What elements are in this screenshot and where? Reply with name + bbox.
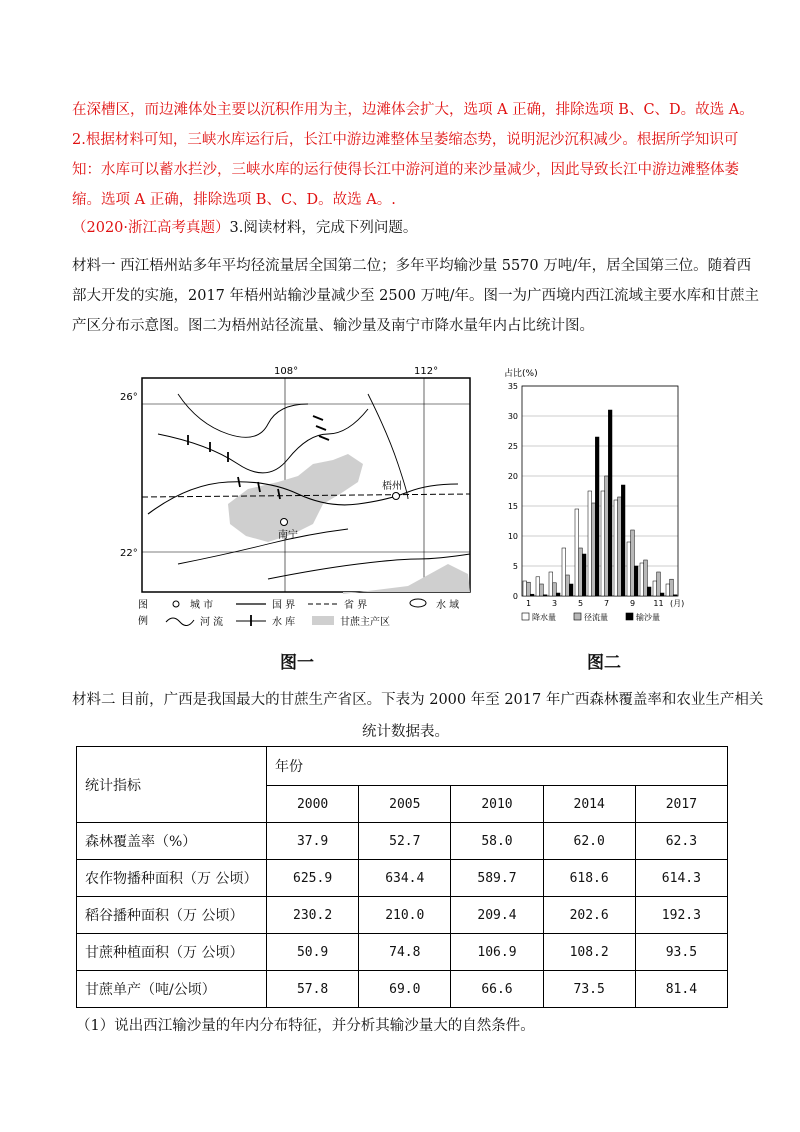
map-legend xyxy=(138,598,459,626)
table-row-label: 稻谷播种面积（万 公顷） xyxy=(77,897,267,934)
table-header-year: 年份 xyxy=(267,747,728,786)
chart-ytick-label: 20 xyxy=(507,472,518,481)
table-row xyxy=(77,971,728,1008)
svg-text:城 市: 城 市 xyxy=(190,600,214,611)
chart-bar-runoff xyxy=(670,579,674,596)
table-cell: 57.8 xyxy=(267,971,359,1008)
table-cell: 625.9 xyxy=(267,860,359,897)
table-row xyxy=(77,823,728,860)
stats-table xyxy=(76,746,728,1008)
table-year-cell: 2017 xyxy=(635,786,727,823)
chart-bar-sediment xyxy=(530,594,534,596)
answer-line-1: 在深槽区，而边滩体处主要以沉积作用为主，边滩体会扩大，选项 A 正确，排除选项 B、C、D。故选 A。 xyxy=(72,102,754,118)
table-cell: 66.6 xyxy=(451,971,543,1008)
chart-bar-precip xyxy=(614,500,618,596)
chart-bar-runoff xyxy=(540,584,544,596)
table-cell: 62.3 xyxy=(635,823,727,860)
chart-bar-runoff xyxy=(553,583,557,596)
table-row-label: 农作物播种面积（万 公顷） xyxy=(77,860,267,897)
chart-bar-sediment xyxy=(634,566,638,596)
chart-xtick-label: 9 xyxy=(629,599,636,608)
chart-bar-runoff xyxy=(566,575,570,596)
map-lon-108: 108° xyxy=(274,366,299,377)
legend-label: 径流量 xyxy=(584,613,608,622)
table-header-indicator: 统计指标 xyxy=(77,747,267,823)
chart-bar-runoff xyxy=(644,560,648,596)
table-cell: 614.3 xyxy=(635,860,727,897)
chart-bar-runoff xyxy=(527,582,531,596)
chart-ytick-label: 10 xyxy=(507,532,518,541)
question-stem: 3.阅读材料，完成下列问题。 xyxy=(229,220,418,236)
chart-xtick-label: 5 xyxy=(577,599,584,608)
chart-xtick-label: 11 xyxy=(653,599,664,608)
chart-xtick-label: 7 xyxy=(603,599,610,608)
chart-xtick-label: 1 xyxy=(525,599,532,608)
table-cell: 209.4 xyxy=(451,897,543,934)
chart-bar-precip xyxy=(627,542,631,596)
legend-label: 降水量 xyxy=(532,613,556,622)
table-cell: 192.3 xyxy=(635,897,727,934)
svg-text:例: 例 xyxy=(138,616,148,626)
table-cell: 230.2 xyxy=(267,897,359,934)
material2-line-1: 材料二 目前，广西是我国最大的甘蔗生产省区。下表为 2000 年至 2017 年广西森林覆盖率和农业生产相关 xyxy=(72,692,764,708)
chart-bar-precip xyxy=(666,584,670,596)
chart-bar-runoff xyxy=(631,530,635,596)
figure2-caption: 图二 xyxy=(587,653,621,673)
table-cell: 108.2 xyxy=(543,934,635,971)
city-wuzhou: 梧州 xyxy=(382,481,402,492)
table-row-label: 甘蔗单产（吨/公顷） xyxy=(77,971,267,1008)
chart-bar-sediment xyxy=(595,437,599,596)
table-year-cell: 2000 xyxy=(267,786,359,823)
table-cell: 210.0 xyxy=(359,897,451,934)
legend-label: 输沙量 xyxy=(636,613,660,622)
chart-bar-precip xyxy=(575,509,579,596)
table-cell: 202.6 xyxy=(543,897,635,934)
chart-bar-precip xyxy=(640,563,644,596)
chart-xtick-label: 3 xyxy=(551,599,558,608)
table-cell: 62.0 xyxy=(543,823,635,860)
table-row-label: 森林覆盖率（%） xyxy=(77,823,267,860)
map-lat-26: 26° xyxy=(120,392,138,403)
legend-swatch xyxy=(574,613,581,620)
svg-text:省 界: 省 界 xyxy=(344,600,368,611)
city-nanning-marker xyxy=(281,519,288,526)
answer-line-4: 缩。选项 A 正确，排除选项 B、C、D。故选 A。. xyxy=(72,192,396,208)
city-wuzhou-marker xyxy=(393,493,400,500)
chart-bar-precip xyxy=(562,548,566,596)
question-source: （2020·浙江高考真题） xyxy=(72,220,230,236)
chart-bar-runoff xyxy=(657,572,661,596)
table-cell: 74.8 xyxy=(359,934,451,971)
chart-bar-precip xyxy=(588,491,592,596)
chart-bar-precip xyxy=(601,491,605,596)
chart-ytick-label: 35 xyxy=(507,382,518,391)
chart-bar-sediment xyxy=(556,593,560,596)
map-lat-22: 22° xyxy=(120,548,138,559)
table-cell: 618.6 xyxy=(543,860,635,897)
chart-ytick-label: 25 xyxy=(507,442,518,451)
chart-ytick-label: 15 xyxy=(507,502,518,511)
material1-line-1: 材料一 西江梧州站多年平均径流量居全国第二位；多年平均输沙量 5570 万吨/年，居全国第三位。随着西 xyxy=(72,258,752,274)
chart-bar-runoff xyxy=(592,503,596,596)
chart-bar-sediment xyxy=(569,584,573,596)
svg-text:水 域: 水 域 xyxy=(436,600,460,611)
chart-x-unit: (月) xyxy=(670,599,685,608)
chart-ytick-label: 0 xyxy=(512,592,518,601)
table-cell: 37.9 xyxy=(267,823,359,860)
table-row-label: 甘蔗种植面积（万 公顷） xyxy=(77,934,267,971)
table-year-cell: 2005 xyxy=(359,786,451,823)
chart-bar-runoff xyxy=(618,497,622,596)
chart-ytick-label: 5 xyxy=(512,562,518,571)
chart-plot-frame xyxy=(522,386,678,596)
map-figure xyxy=(118,364,486,626)
table-cell: 58.0 xyxy=(451,823,543,860)
material1-line-3: 产区分布示意图。图二为梧州站径流量、输沙量及南宁市降水量年内占比统计图。 xyxy=(72,318,594,334)
chart-bar-sediment xyxy=(608,410,612,596)
table-cell: 106.9 xyxy=(451,934,543,971)
answer-line-3: 知：水库可以蓄水拦沙，三峡水库的运行使得长江中游河道的来沙量减少，因此导致长江中游边滩整体萎 xyxy=(72,162,739,178)
answer-line-2: 2.根据材料可知，三峡水库运行后，长江中游边滩整体呈萎缩态势，说明泥沙沉积减少。根据所学知识可 xyxy=(72,132,739,148)
bar-chart xyxy=(500,364,690,626)
material2-line-2: 统计数据表。 xyxy=(362,724,449,740)
table-cell: 634.4 xyxy=(359,860,451,897)
table-row xyxy=(77,934,728,971)
svg-text:图: 图 xyxy=(138,600,148,611)
table-cell: 73.5 xyxy=(543,971,635,1008)
map-lon-112: 112° xyxy=(414,366,439,377)
table-cell: 50.9 xyxy=(267,934,359,971)
table-cell: 81.4 xyxy=(635,971,727,1008)
legend-swatch xyxy=(522,613,529,620)
chart-bar-sediment xyxy=(647,587,651,596)
chart-bar-precip xyxy=(536,577,540,596)
table-year-cell: 2014 xyxy=(543,786,635,823)
chart-bar-precip xyxy=(653,581,657,596)
table-cell: 589.7 xyxy=(451,860,543,897)
chart-bar-sediment xyxy=(582,554,586,596)
svg-text:水 库: 水 库 xyxy=(272,617,296,626)
table-row xyxy=(77,897,728,934)
material1-line-2: 部大开发的实施，2017 年梧州站输沙量减少至 2500 万吨/年。图一为广西境内西江流域主要水库和甘蔗主 xyxy=(72,288,760,304)
city-nanning: 南宁 xyxy=(278,530,298,541)
question-header xyxy=(72,216,417,237)
chart-bar-precip xyxy=(523,581,527,596)
chart-bar-precip xyxy=(549,572,553,596)
sub-question-1: （1）说出西江输沙量的年内分布特征，并分析其输沙量大的自然条件。 xyxy=(76,1018,535,1034)
chart-bar-runoff xyxy=(605,476,609,596)
table-cell: 52.7 xyxy=(359,823,451,860)
figure1-caption: 图一 xyxy=(280,653,314,673)
svg-text:甘蔗主产区: 甘蔗主产区 xyxy=(340,617,390,626)
chart-bar-sediment xyxy=(621,485,625,596)
table-row xyxy=(77,860,728,897)
table-cell: 93.5 xyxy=(635,934,727,971)
chart-ylabel: 占比(%) xyxy=(504,369,538,379)
chart-bar-sediment xyxy=(660,593,664,596)
table-year-cell: 2010 xyxy=(451,786,543,823)
svg-text:河 流: 河 流 xyxy=(200,617,224,626)
svg-text:国 界: 国 界 xyxy=(272,600,296,611)
legend-swatch xyxy=(626,613,633,620)
table-cell: 69.0 xyxy=(359,971,451,1008)
chart-ytick-label: 30 xyxy=(507,412,518,421)
chart-bar-sediment xyxy=(673,595,677,596)
chart-bar-runoff xyxy=(579,548,583,596)
chart-bar-sediment xyxy=(543,595,547,596)
